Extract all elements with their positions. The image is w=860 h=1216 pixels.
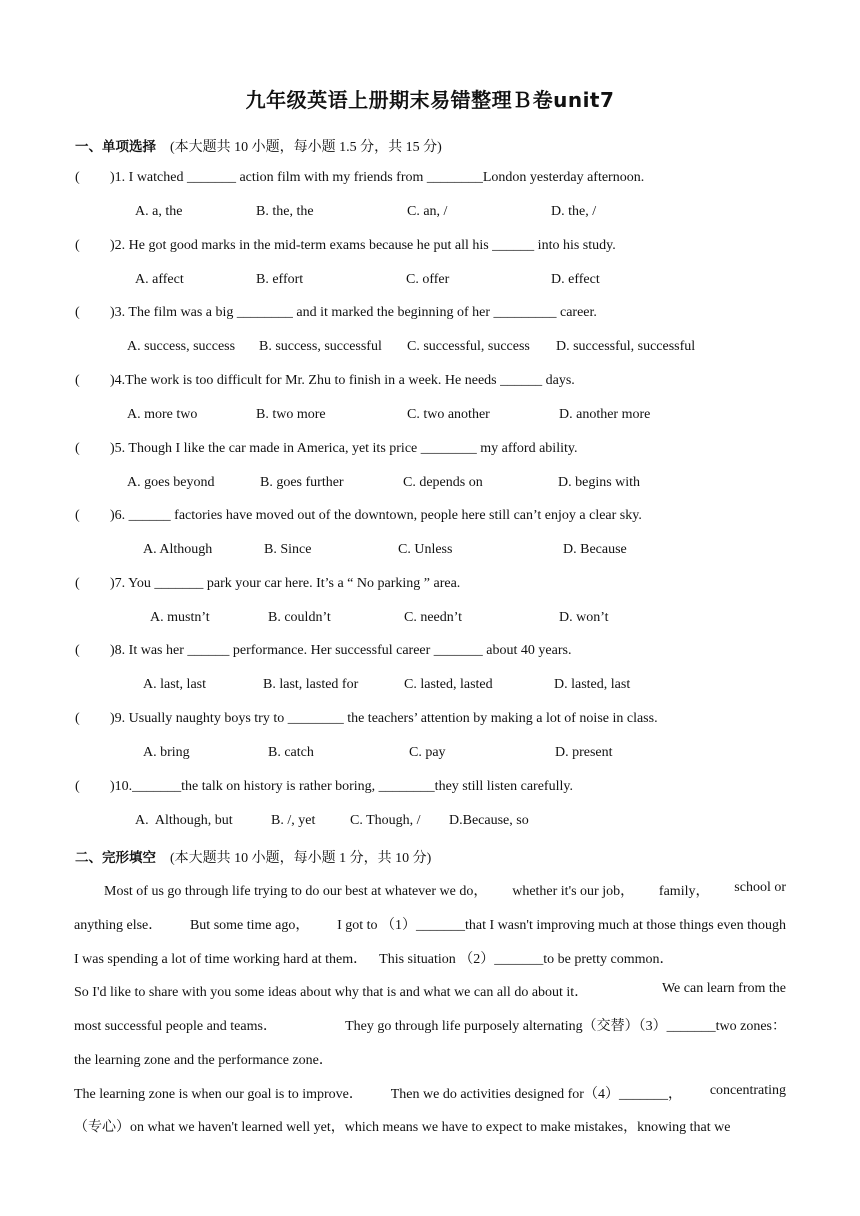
option-b: B. couldn’t [268, 610, 331, 625]
passage-line [74, 1083, 786, 1103]
text-segment: concentrating [709, 1083, 786, 1098]
option-b: B. the, the [256, 204, 314, 219]
question-stem [75, 576, 460, 592]
question-text: )7. You _______ park your car here. It’s a “ No parking ” area. [110, 576, 461, 591]
option-c: C. two another [407, 407, 490, 422]
passage-line [74, 1049, 333, 1069]
answer-paren: ( [75, 576, 80, 591]
option-c: C. pay [409, 745, 446, 760]
option-d: D. the, / [551, 204, 597, 219]
option-a: A. a, the [135, 204, 183, 219]
page-title: 九年级英语上册期末易错整理Ｂ卷unit7 [245, 88, 615, 112]
text-segment: family， [658, 884, 710, 899]
question-stem [75, 508, 642, 524]
answer-paren: ( [75, 508, 80, 523]
text-segment: the learning zone and the performance zone． [74, 1053, 333, 1068]
option-a: A. last, last [143, 677, 206, 692]
question-stem [75, 305, 597, 321]
question-stem [75, 441, 577, 457]
section-note: (本大题共 10 小题，每小题 1 分，共 10 分) [170, 851, 432, 866]
text-segment: I got to （1）_______that I wasn't improving much at those things even though [337, 918, 786, 933]
option-c: C. lasted, lasted [404, 677, 493, 692]
option-a: A. affect [135, 272, 184, 287]
option-b: B. effort [256, 272, 304, 287]
question-stem [75, 779, 573, 795]
passage-line [74, 948, 674, 968]
option-c: C. successful, success [407, 339, 530, 354]
text-segment: We can learn from the [661, 981, 786, 996]
text-segment: most successful people and teams． [74, 1019, 277, 1034]
text-segment: This situation （2）_______to be pretty common． [379, 952, 674, 967]
question-text: )8. It was her ______ performance. Her successful career _______ about 40 years. [110, 643, 572, 658]
option-d: D. effect [551, 272, 600, 287]
question-stem [75, 711, 658, 727]
option-b: B. last, lasted for [263, 677, 359, 692]
question-text: )5. Though I like the car made in America, yet its price ________ my afford ability. [110, 441, 578, 456]
option-b: B. two more [256, 407, 326, 422]
text-segment: school or [734, 880, 786, 895]
answer-paren: ( [75, 643, 80, 658]
question-stem [75, 373, 575, 389]
option-d: D. begins with [558, 475, 641, 490]
option-d: D. Because [563, 542, 627, 557]
text-segment: whether it's our job， [512, 884, 635, 899]
option-d: D. lasted, last [554, 677, 631, 692]
answer-paren: ( [75, 779, 80, 794]
option-d: D. another more [559, 407, 651, 422]
answer-paren: ( [75, 441, 80, 456]
text-segment: anything else． [74, 918, 163, 933]
answer-paren: ( [75, 373, 80, 388]
option-d: D.Because, so [449, 813, 529, 828]
option-c: C. an, / [407, 204, 448, 219]
passage-line [74, 981, 786, 1001]
section-heading-cloze [75, 846, 431, 867]
option-b: B. Since [264, 542, 312, 557]
question-text: )3. The film was a big ________ and it marked the beginning of her _________ career. [110, 305, 597, 320]
option-c: C. Though, / [350, 813, 421, 828]
option-d: D. won’t [559, 610, 609, 625]
question-text: )2. He got good marks in the mid-term exams because he put all his ______ into his study. [110, 238, 616, 253]
answer-paren: ( [75, 238, 80, 253]
passage-line [74, 1015, 786, 1035]
text-segment: Most of us go through life trying to do our best at whatever we do， [104, 884, 488, 899]
option-b: B. goes further [260, 475, 344, 490]
text-segment: So I'd like to share with you some ideas about why that is and what we can all do about it． [74, 985, 589, 1000]
option-a: A. goes beyond [127, 475, 215, 490]
text-segment: But some time ago， [189, 918, 310, 933]
option-c: C. offer [406, 272, 450, 287]
question-stem [75, 170, 644, 186]
text-segment: The learning zone is when our goal is to improve． [74, 1087, 363, 1102]
section-note: (本大题共 10 小题，每小题 1.5 分，共 15 分) [170, 140, 442, 155]
passage-line [74, 1116, 730, 1136]
text-segment: I was spending a lot of time working hard at them． [74, 952, 368, 967]
question-text: )4.The work is too difficult for Mr. Zhu to finish in a week. He needs ______ days. [110, 373, 575, 388]
option-b: B. /, yet [271, 813, 316, 828]
passage-line [74, 914, 786, 934]
option-a: A. success, success [127, 339, 236, 354]
option-c: C. Unless [398, 542, 453, 557]
question-text: )1. I watched _______ action film with my friends from ________London yesterday afternoon. [110, 170, 645, 185]
question-stem [75, 238, 616, 254]
text-segment: They go through life purposely alternating（交替）（3）_______two zones： [345, 1019, 786, 1034]
option-d: D. successful, successful [556, 339, 696, 354]
option-b: B. success, successful [259, 339, 382, 354]
answer-paren: ( [75, 305, 80, 320]
option-c: C. depends on [403, 475, 483, 490]
option-a: A. bring [143, 745, 190, 760]
option-a: A. Although [143, 542, 213, 557]
section-title: 二、完形填空 [75, 850, 156, 866]
section-title: 一、单项选择 [75, 139, 156, 155]
question-stem [75, 643, 571, 659]
text-segment: Then we do activities designed for（4）_______， [390, 1087, 682, 1102]
text-segment: （专心）on what we haven't learned well yet，which means we have to expect to make mistakes，knowing that we [74, 1120, 731, 1135]
option-b: B. catch [268, 745, 314, 760]
question-text: )10._______the talk on history is rather boring, ________they still listen carefully. [110, 779, 573, 794]
answer-paren: ( [75, 711, 80, 726]
question-text: )9. Usually naughty boys try to ________ the teachers’ attention by making a lot of noise in class. [110, 711, 658, 726]
option-d: D. present [555, 745, 613, 760]
question-text: )6. ______ factories have moved out of the downtown, people here still can’t enjoy a clear sky. [110, 508, 642, 523]
passage-line [104, 880, 786, 900]
option-c: C. needn’t [404, 610, 463, 625]
section-heading-single-choice [75, 135, 442, 156]
option-a: A. mustn’t [150, 610, 210, 625]
option-a: A. more two [127, 407, 198, 422]
answer-paren: ( [75, 170, 80, 185]
option-a: A. Although, but [135, 813, 233, 828]
